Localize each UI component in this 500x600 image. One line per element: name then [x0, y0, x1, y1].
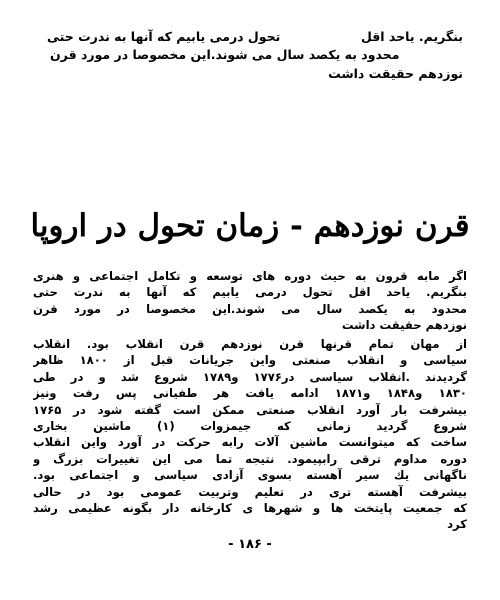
paragraph-line: ناگهانی یك سیر آهسته بسوی آزادی سیاسی و اجتماعی بود. — [33, 468, 467, 483]
paragraph-line: ساخت که میتوانست ماشین آلات رابه حرکت در آورد واین انقلاب — [33, 435, 467, 450]
paragraph-line: سیاسی و انقلاب صنعتی واین جریانات قبل از ۱۸۰۰ ظاهر — [33, 353, 467, 368]
paragraph-line: شروع گردید زمانی که جیمزوات (۱) ماشین بخاری — [33, 418, 467, 433]
paragraph-line: محدود به یکصد سال می شوند.این مخصوصا در مورد قرن — [33, 301, 467, 316]
paragraph-line: بنگریم. یاحد اقل تحول درمی یابیم که آنها به ندرت حتی — [33, 285, 467, 300]
paragraph-1 — [33, 268, 467, 334]
paragraph-line: اگر مابه قرون به حیث دوره های توسعه و تکامل اجتماعی و هنری — [33, 269, 467, 283]
paragraph-line: ۱۸۳۰ و۱۸۴۸ و۱۸۷۱ ادامه یافت هر طفیانی پس رفت ونیز — [33, 386, 467, 401]
top-line-1-right: بنگریم. یاحد اقل — [360, 29, 463, 44]
paragraph-line: کرد — [447, 517, 467, 532]
page-number: - ۱۸۶ - — [228, 537, 272, 552]
paragraph-line: گردیدند .انقلاب سیاسی در۱۷۷۶ و۱۷۸۹ شروع شد و در طی — [33, 369, 467, 384]
paragraph-2 — [33, 336, 467, 533]
paragraph-line: از مهان تمام قرنها قرن نوزدهم قرن انقلاب بود. انقلاب — [33, 337, 467, 351]
paragraph-line: بیشرفت بار آورد انقلاب صنعتی ممکن است گفته شود در ۱۷۶۵ — [33, 402, 467, 417]
top-line-1-left: تحول درمی یابیم که آنها به ندرت حتی — [47, 29, 281, 44]
chapter-title: قرن نوزدهم - زمان تحول در اروپا — [30, 208, 470, 244]
top-line-2: محدود به یکصد سال می شوند.این مخصوصا در مورد قرن — [50, 47, 400, 62]
paragraph-line: دوره مداوم ترقی رابپیمود. نتیجه تما می این تغییرات بزرگ و — [33, 451, 467, 466]
paragraph-line: که جمعیت پایتخت ها و شهرها ی کارخانه دار بگونه عظیمی رشد — [33, 500, 467, 515]
paragraph-line: نوزدهم حقیقت داشت — [341, 318, 467, 333]
top-line-3: نوزدهم حقیقت داشت — [328, 66, 463, 81]
paragraph-line: بیشرفت آهسته ترى در تعلیم وتربیت عمومی بود در حالی — [33, 484, 467, 499]
